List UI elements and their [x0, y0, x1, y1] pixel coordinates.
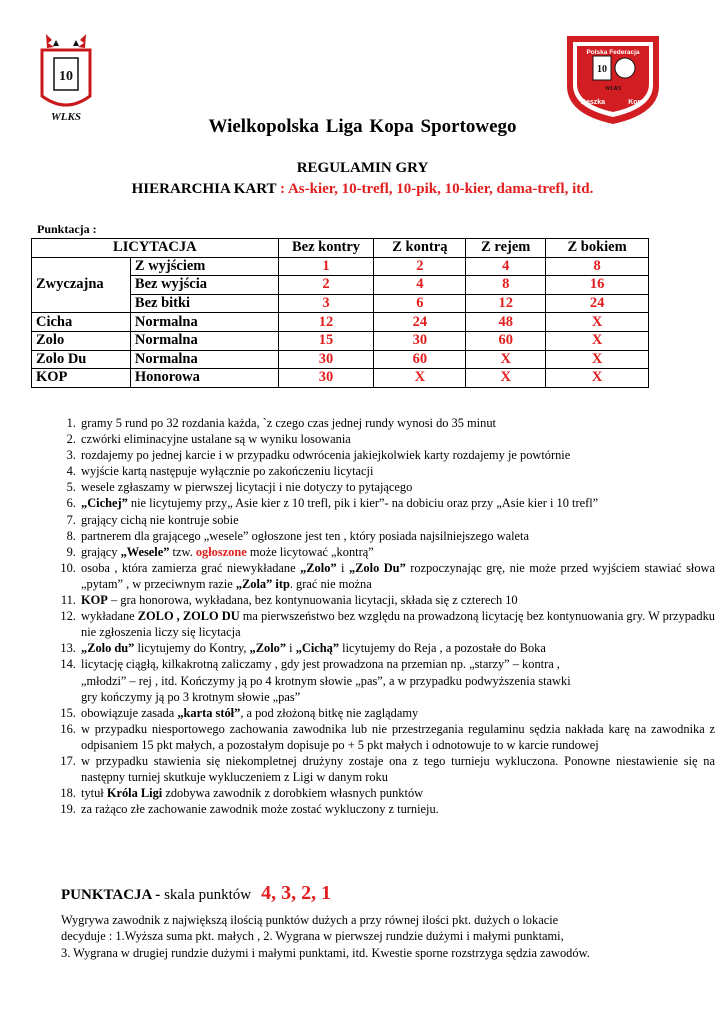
scoring-line: Wygrywa zawodnik z największą ilością punktów dużych a przy równej ilości pkt. dużych o lokacie — [61, 913, 559, 927]
rule-item — [79, 431, 715, 447]
rule-item — [79, 447, 715, 463]
value-cell: 60 — [374, 350, 466, 369]
group-cell: KOP — [32, 369, 131, 388]
header-z-rejem: Z rejem — [466, 239, 546, 258]
rule-text: w przypadku niesportowego zachowania zawodnika lub nie przestrzegania regulaminu sędzia nakłada karę na zawodnika z odpisaniem 15 pkt małych, a pozostałym dopisuje po + 5 pkt małych i odnotowuje to w karcie rundowej — [81, 721, 715, 752]
rule-text: gry kończymy ją po 3 krotnym słowie „pas” — [81, 689, 301, 704]
rule-bold: KOP — [81, 593, 108, 608]
type-cell: Z wyjściem — [130, 257, 278, 276]
rule-item — [79, 512, 715, 528]
rule-item — [79, 640, 715, 656]
rule-item — [79, 463, 715, 479]
rule-item — [79, 592, 715, 608]
group-cell: Zolo — [32, 331, 131, 350]
type-cell: Bez bitki — [130, 294, 278, 313]
rule-bold: „Wesele” — [120, 544, 170, 559]
rule-item — [79, 495, 715, 511]
value-cell: 24 — [546, 294, 649, 313]
value-cell: 8 — [466, 276, 546, 295]
scoring-scale-values: 4, 3, 2, 1 — [261, 882, 332, 904]
rule-text: grający cichą nie kontruje sobie — [81, 512, 239, 527]
header-bez-kontry: Bez kontry — [278, 239, 374, 258]
value-cell: X — [374, 369, 466, 388]
rule-bold: „Zolo Du” — [348, 560, 406, 575]
rule-text: gramy 5 rund po 32 rozdania każda, `z czego czas jednej rundy wynosi do 35 minut — [81, 416, 496, 430]
subtitle: REGULAMIN GRY — [296, 160, 429, 176]
value-cell: 16 — [546, 276, 649, 295]
rule-item — [79, 544, 715, 560]
type-cell: Normalna — [130, 313, 278, 332]
rule-item — [79, 721, 715, 753]
page-title: Wielkopolska Liga Kopa Sportowego — [208, 116, 517, 137]
rule-bold: Króla Ligi — [106, 786, 163, 801]
table-row — [32, 350, 649, 369]
rule-text: rozdajemy po jednej karcie i w przypadku odwrócenia jakiejkolwiek karty rozdajemy je powtórnie — [81, 448, 571, 463]
value-cell: 15 — [278, 331, 374, 350]
rule-item — [79, 415, 715, 431]
group-cell: Zwyczajna — [32, 257, 131, 313]
value-cell: X — [466, 350, 546, 369]
rule-text: „młodzi” – rej , itd. Kończymy ją po 4 krotnym słowie „pas”, a w przypadku podwyższenia stawki — [81, 673, 571, 688]
value-cell: X — [546, 331, 649, 350]
rule-item — [79, 479, 715, 495]
rule-bold: „karta stół” — [177, 705, 241, 720]
group-cell: Cicha — [32, 313, 131, 332]
scoring-scale-label: PUNKTACJA - — [61, 887, 165, 903]
value-cell: 30 — [278, 369, 374, 388]
rule-text: w przypadku stawienia się niekompletnej drużyny zostaje ona z tego turnieju wykluczona. Ponowne niestawienie się na następny turniej skutkuje wykluczeniem z Ligi w danym roku — [81, 753, 715, 785]
rule-bold: „Zolo” — [300, 560, 337, 575]
svg-text:Polska Federacja: Polska Federacja — [586, 49, 640, 56]
rule-item — [79, 528, 715, 544]
value-cell: 2 — [374, 257, 466, 276]
value-cell: 8 — [546, 257, 649, 276]
value-cell: 12 — [466, 294, 546, 313]
federation-crest-icon — [563, 30, 663, 126]
rule-text: wykładane — [81, 609, 138, 624]
rule-item — [79, 608, 715, 640]
value-cell: 24 — [374, 313, 466, 332]
scoring-line: 3. Wygrana w drugiej rundzie dużymi i małymi punktami, itd. Kwestie sporne rozstrzyga sędzia zawodów. — [61, 945, 590, 960]
rule-text: , a pod złożoną bitkę nie zaglądamy — [240, 705, 419, 720]
rule-text: może licytować „kontrą” — [246, 544, 374, 559]
scoring-table — [31, 238, 649, 388]
type-cell: Normalna — [130, 331, 278, 350]
value-cell: 4 — [374, 276, 466, 295]
rule-text: obowiązuje zasada — [81, 705, 178, 720]
rule-item — [79, 801, 715, 817]
rule-text: czwórki eliminacyjne ustalane są w wyniku losowania — [81, 432, 351, 447]
rule-item — [79, 705, 715, 721]
rule-text: rozpoczynając grę, nie może przed wyjściem stawiać słowa „pytam” , w przeciwnym razie — [81, 560, 715, 591]
value-cell: 12 — [278, 313, 374, 332]
rule-item — [79, 656, 715, 704]
rule-item — [79, 560, 715, 592]
hierarchy-end: . — [589, 181, 594, 197]
value-cell: 48 — [466, 313, 546, 332]
value-cell: 3 — [278, 294, 374, 313]
table-row — [32, 331, 649, 350]
rule-text: za rażąco złe zachowanie zawodnik może zostać wykluczony z turnieju. — [81, 802, 439, 817]
header-licytacja: LICYTACJA — [32, 239, 279, 258]
type-cell: Normalna — [130, 350, 278, 369]
wlks-logo-icon — [32, 30, 100, 126]
rule-text: zdobywa zawodnik z dorobkiem własnych punktów — [162, 786, 424, 801]
value-cell: X — [546, 369, 649, 388]
rule-text: – gra honorowa, wykładana, bez kontynuowania licytacji, składa się z czterech 10 — [107, 593, 518, 608]
rule-text: ma pierwszeństwo bez względu na prowadzoną licytację bez kontynuowania gry. W przypadku nie zgłoszenia liczy się licytacja — [81, 609, 715, 640]
federation-logo — [563, 30, 663, 126]
rule-text: wyjście kartą następuje wyłącznie po zakończeniu licytacji — [81, 464, 374, 479]
table-header-row — [32, 239, 649, 258]
value-cell: X — [546, 313, 649, 332]
group-cell: Zolo Du — [32, 350, 131, 369]
svg-text:WLKS: WLKS — [604, 86, 622, 92]
rules-list — [57, 415, 715, 817]
value-cell: 30 — [278, 350, 374, 369]
value-cell: 30 — [374, 331, 466, 350]
rule-text: 14. licytację ciągłą, kilkakrotną zaliczamy , gdy jest prowadzona na przemian np. „starzy” – kontra , — [81, 657, 560, 672]
table-row — [32, 313, 649, 332]
rule-text: tytuł — [81, 786, 107, 801]
rule-text: i — [286, 641, 296, 656]
svg-text:10: 10 — [59, 69, 73, 84]
rule-bold: ZOLO , ZOLO DU — [137, 609, 240, 624]
scoring-scale-text: skala punktów — [164, 887, 252, 903]
svg-text:Kop: Kop — [628, 99, 642, 106]
type-cell: Honorowa — [130, 369, 278, 388]
svg-text:10: 10 — [597, 64, 607, 75]
rule-bold: „Cichą” — [295, 641, 340, 656]
value-cell: 60 — [466, 331, 546, 350]
rule-text: wesele zgłaszamy w pierwszej licytacji i nie dotyczy to pytającego — [81, 480, 413, 495]
rule-text: partnerem dla grającego „wesele” ogłoszone jest ten , który posiada najsilniejszego waleta — [81, 528, 529, 543]
rule-text: tzw. — [169, 544, 196, 559]
wlks-logo — [32, 30, 100, 126]
svg-text:Baszka: Baszka — [580, 99, 606, 106]
rule-text: grający — [81, 544, 121, 559]
svg-text:WLKS: WLKS — [51, 111, 81, 123]
rule-text: licytujemy do Kontry, — [134, 641, 250, 656]
rule-item — [79, 753, 715, 785]
rule-text: nie licytujemy przy„ Asie kier z 10 trefl, pik i kier”- na dobiciu oraz przy „Asie kier i 10 trefl” — [127, 496, 599, 511]
rule-text: osoba , która zamierza grać niewykładane — [81, 560, 301, 575]
value-cell: 1 — [278, 257, 374, 276]
rule-bold: „Cichej” — [81, 496, 128, 511]
rule-highlight: ogłoszone — [195, 544, 247, 559]
scoring-scale-heading — [61, 882, 331, 905]
table-row — [32, 257, 649, 276]
rule-bold: „Zolo du” — [81, 641, 135, 656]
value-cell: X — [546, 350, 649, 369]
rule-text: licytujemy do Reja , a pozostałe do Boka — [339, 641, 546, 656]
hierarchy-separator: : — [276, 181, 288, 197]
value-cell: X — [466, 369, 546, 388]
type-cell: Bez wyjścia — [130, 276, 278, 295]
table-row — [32, 369, 649, 388]
rule-text: i — [336, 560, 349, 575]
scoring-line: decyduje : 1.Wyższa suma pkt. małych , 2. Wygrana w pierwszej rundzie dużymi i małymi punktami, — [61, 929, 564, 944]
header-z-kontra: Z kontrą — [374, 239, 466, 258]
value-cell: 2 — [278, 276, 374, 295]
hierarchy-label: HIERARCHIA KART — [131, 181, 277, 197]
rule-text: . grać nie można — [289, 576, 372, 591]
value-cell: 4 — [466, 257, 546, 276]
value-cell: 6 — [374, 294, 466, 313]
header-z-bokiem: Z bokiem — [546, 239, 649, 258]
scoring-description — [61, 912, 697, 961]
scoring-label: Punktacja : — [37, 222, 97, 236]
hierarchy-value: As-kier, 10-trefl, 10-pik, 10-kier, dama-trefl, itd — [287, 181, 590, 197]
card-hierarchy — [0, 181, 725, 198]
rule-bold: „Zolo” — [249, 641, 287, 656]
rule-bold: „Zola” itp — [235, 576, 290, 591]
rule-item — [79, 785, 715, 801]
